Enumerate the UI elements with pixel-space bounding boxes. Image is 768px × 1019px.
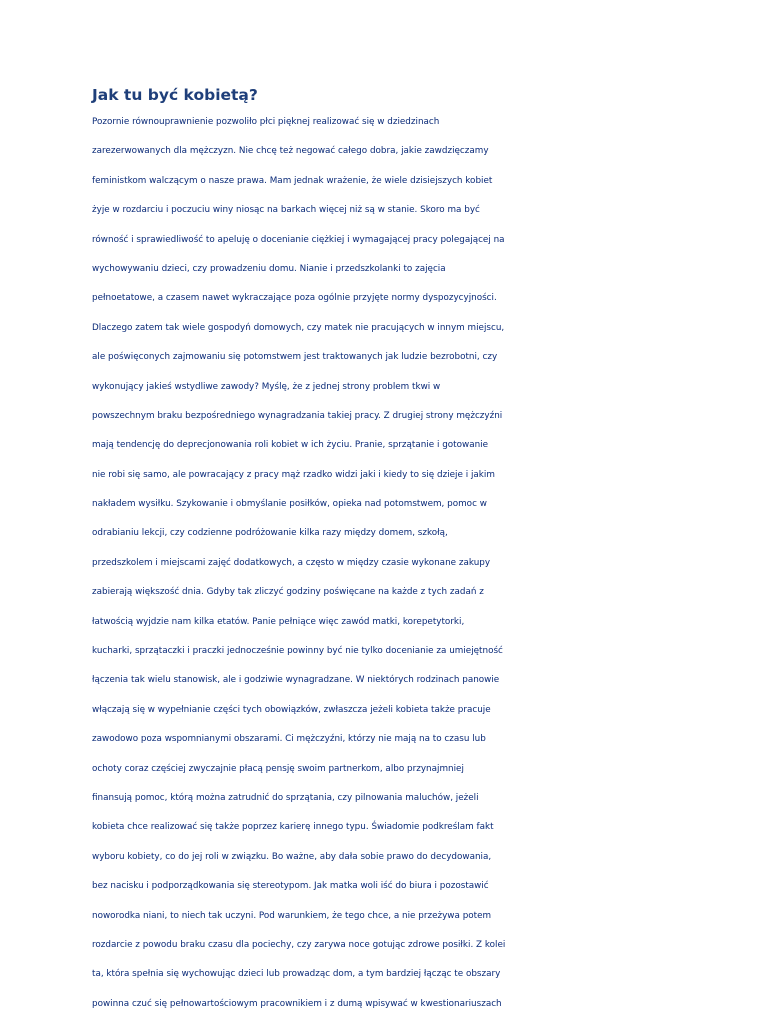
paragraph-line: finansują pomoc, którą można zatrudnić do sprzątania, czy pilnowania maluchów, jeżeli xyxy=(92,792,479,803)
paragraph-line: ale poświęconych zajmowaniu się potomstwem jest traktowanych jak ludzie bezrobotni, czy xyxy=(92,352,498,363)
paragraph-line: rozdarcie z powodu braku czasu dla pociechy, czy zarywa noce gotując zdrowe posiłki. Z kolei xyxy=(92,939,506,950)
paragraph-line: włączają się w wypełnianie części tych obowiązków, zwłaszcza jeżeli kobieta także pracuje xyxy=(92,704,491,715)
paragraph-line: łatwością wyjdzie nam kilka etatów. Panie pełniące więc zawód matki, korepetytorki, xyxy=(92,616,465,627)
paragraph-line: wykonujący jakieś wstydliwe zawody? Myślę, że z jednej strony problem tkwi w xyxy=(92,381,441,392)
paragraph-line: feministkom walczącym o nasze prawa. Mam jednak wrażenie, że wiele dzisiejszych kobiet xyxy=(92,175,493,186)
paragraph-line: nie robi się samo, ale powracający z pracy mąż rzadko widzi jaki i kiedy to się dzieje i jakim xyxy=(92,469,495,480)
paragraph-line: nakładem wysiłku. Szykowanie i obmyślanie posiłków, opieka nad potomstwem, pomoc w xyxy=(92,499,487,510)
paragraph-line: równość i sprawiedliwość to apeluję o docenianie ciężkiej i wymagającej pracy polegającej na xyxy=(92,234,505,245)
document-title: Jak tu być kobietą? xyxy=(92,86,258,104)
paragraph-line: powszechnym braku bezpośredniego wynagradzania takiej pracy. Z drugiej strony mężczyźni xyxy=(92,410,503,421)
paragraph-line: zawodowo poza wspomnianymi obszarami. Ci mężczyźni, którzy nie mają na to czasu lub xyxy=(92,734,486,745)
paragraph-line: Dlaczego zatem tak wiele gospodyń domowych, czy matek nie pracujących w innym miejscu, xyxy=(92,322,505,333)
paragraph-line: łączenia tak wielu stanowisk, ale i godziwie wynagradzane. W niektórych rodzinach panowie xyxy=(92,675,500,686)
paragraph-line: ochoty coraz częściej zwyczajnie płacą pensję swoim partnerkom, albo przynajmniej xyxy=(92,763,464,774)
paragraph-line: powinna czuć się pełnowartościowym pracownikiem i z dumą wpisywać w kwestionariuszach xyxy=(92,998,502,1009)
paragraph-line: ta, która spełnia się wychowując dzieci lub prowadząc dom, a tym bardziej łącząc te obszary xyxy=(92,969,501,980)
paragraph-line: żyje w rozdarciu i poczuciu winy niosąc na barkach więcej niż są w stanie. Skoro ma być xyxy=(92,205,480,216)
document-body xyxy=(92,108,692,1019)
paragraph-line: Pozornie równouprawnienie pozwoliło płci pięknej realizować się w dziedzinach xyxy=(92,117,440,127)
paragraph-line: pełnoetatowe, a czasem nawet wykraczające poza ogólnie przyjęte normy dyspozycyjności. xyxy=(92,293,497,304)
paragraph-line: zarezerwowanych dla mężczyzn. Nie chcę też negować całego dobra, jakie zawdzięczamy xyxy=(92,146,489,157)
paragraph-line: kobieta chce realizować się także poprzez karierę innego typu. Świadomie podkreślam fakt xyxy=(92,822,494,833)
paragraph-line: wychowywaniu dzieci, czy prowadzeniu domu. Nianie i przedszkolanki to zajęcia xyxy=(92,263,446,274)
paragraph-line: mają tendencję do deprecjonowania roli kobiet w ich życiu. Pranie, sprzątanie i gotowanie xyxy=(92,440,489,451)
paragraph-line: odrabianiu lekcji, czy codzienne podróżowanie kilka razy między domem, szkołą, xyxy=(92,528,448,539)
paragraph-line: przedszkolem i miejscami zajęć dodatkowych, a często w między czasie wykonane zakupy xyxy=(92,557,491,568)
paragraph-line: kucharki, sprzątaczki i praczki jednocześnie powinny być nie tylko docenianie za umiejętność xyxy=(92,646,503,657)
paragraph-line: noworodka niani, to niech tak uczyni. Pod warunkiem, że tego chce, a nie przeżywa potem xyxy=(92,910,492,921)
paragraph-line: bez nacisku i podporządkowania się stereotypom. Jak matka woli iść do biura i pozostawić xyxy=(92,881,489,892)
paragraph-line: zabierają większość dnia. Gdyby tak zliczyć godziny poświęcane na każde z tych zadań z xyxy=(92,587,484,598)
paragraph-line: wyboru kobiety, co do jej roli w związku. Bo ważne, aby dała sobie prawo do decydowania, xyxy=(92,851,492,862)
